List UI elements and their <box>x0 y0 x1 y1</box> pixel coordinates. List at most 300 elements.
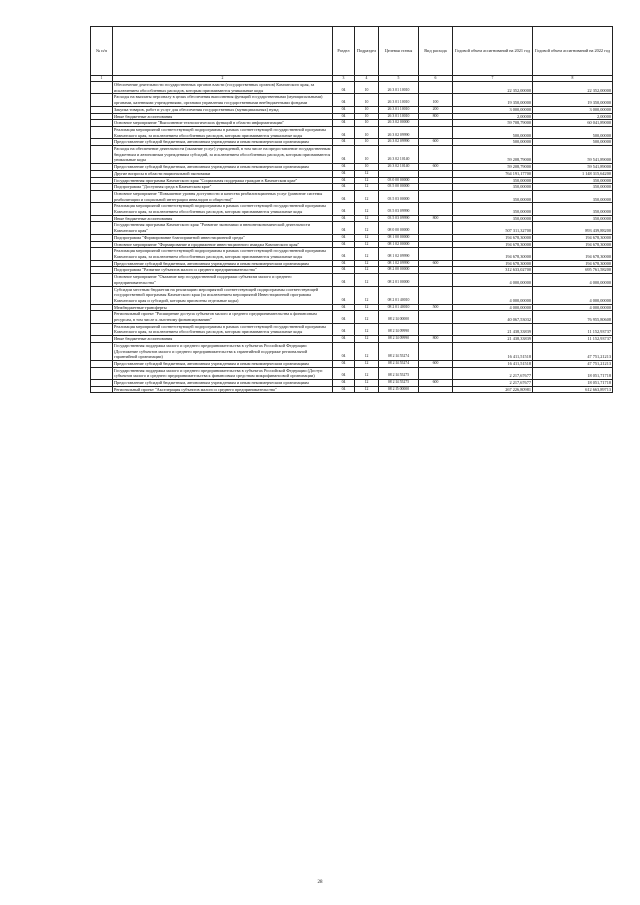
row-expense-type: 200 <box>419 106 453 113</box>
row-amount-2022: 194 678,30000 <box>533 260 613 267</box>
row-expense-type: 800 <box>419 113 453 120</box>
header-target-article: Целевая статья <box>379 27 419 76</box>
row-expense-type <box>419 184 453 191</box>
row-expense-type: 500 <box>419 304 453 311</box>
table-row <box>91 94 613 106</box>
row-subsection: 12 <box>355 360 379 367</box>
row-number <box>91 126 113 138</box>
row-number <box>91 311 113 323</box>
row-number <box>91 323 113 335</box>
row-number <box>91 304 113 311</box>
row-subsection: 12 <box>355 311 379 323</box>
table-row <box>91 177 613 184</box>
row-subsection: 12 <box>355 274 379 286</box>
row-name: Предоставление субсидий бюджетным, автономным учреждениям и иным некоммерческим организациям <box>113 380 333 387</box>
row-expense-type: 600 <box>419 360 453 367</box>
row-subsection: 10 <box>355 139 379 146</box>
row-section: 04 <box>333 286 355 304</box>
row-target-article: 26 3 02 10140 <box>379 146 419 164</box>
table-row <box>91 380 613 387</box>
row-name: Предоставление субсидий бюджетным, автономным учреждениям и иным некоммерческим организациям <box>113 260 333 267</box>
row-amount-2021: 59 208,79000 <box>453 146 533 164</box>
table-header-row <box>91 27 613 76</box>
row-amount-2021: 194 678,30000 <box>453 248 533 260</box>
row-subsection: 12 <box>355 234 379 241</box>
table-row <box>91 260 613 267</box>
table-row <box>91 215 613 222</box>
row-target-article: 08 1 02 09990 <box>379 260 419 267</box>
row-subsection: 10 <box>355 126 379 138</box>
table-row <box>91 311 613 323</box>
column-number: 1 <box>91 76 113 82</box>
row-expense-type <box>419 286 453 304</box>
row-target-article: 26 3 01 10010 <box>379 106 419 113</box>
row-name: Основное мероприятие "Выполнение технологических функций в области информатизации" <box>113 120 333 127</box>
row-section: 04 <box>333 260 355 267</box>
table-row <box>91 164 613 171</box>
row-target-article: 08 0 00 00000 <box>379 222 419 234</box>
row-subsection: 10 <box>355 120 379 127</box>
row-number <box>91 248 113 260</box>
row-section: 04 <box>333 82 355 94</box>
row-amount-2022: 11 152,93737 <box>533 323 613 335</box>
row-subsection: 12 <box>355 286 379 304</box>
row-name: Государственная программа Камчатского края "Социальная поддержка граждан в Камчатском крае" <box>113 177 333 184</box>
row-section: 04 <box>333 170 355 177</box>
table-row <box>91 234 613 241</box>
row-amount-2022: 22 352,00000 <box>533 82 613 94</box>
row-amount-2022: 194 678,30000 <box>533 234 613 241</box>
row-amount-2022: 18 051,71718 <box>533 367 613 379</box>
row-amount-2021: 350,00000 <box>453 215 533 222</box>
row-expense-type <box>419 267 453 274</box>
table-row <box>91 274 613 286</box>
row-subsection: 12 <box>355 260 379 267</box>
row-amount-2021: 350,00000 <box>453 190 533 202</box>
row-name: Государственная программа Камчатского края "Развитие экономики и внешнеэкономической деятельности Камчатского края" <box>113 222 333 234</box>
row-target-article: 26 3 01 10010 <box>379 113 419 120</box>
row-name: Подпрограмма "Доступная среда в Камчатском крае" <box>113 184 333 191</box>
row-name: Основное мероприятие "Формирование и продвижение инвестиционного имиджа Камчатского края" <box>113 241 333 248</box>
row-amount-2021: 21 438,33839 <box>453 323 533 335</box>
row-section: 04 <box>333 274 355 286</box>
row-target-article: 26 3 02 10140 <box>379 164 419 171</box>
table-row <box>91 203 613 215</box>
row-number <box>91 120 113 127</box>
row-subsection: 12 <box>355 342 379 360</box>
row-target-article: 03 5 03 09990 <box>379 203 419 215</box>
table-row <box>91 146 613 164</box>
row-expense-type: 600 <box>419 380 453 387</box>
row-subsection: 12 <box>355 304 379 311</box>
row-section: 04 <box>333 146 355 164</box>
row-amount-2022: 350,00000 <box>533 177 613 184</box>
row-section: 04 <box>333 323 355 335</box>
row-expense-type <box>419 126 453 138</box>
row-number <box>91 274 113 286</box>
row-subsection: 12 <box>355 380 379 387</box>
row-amount-2021: 59 208,79000 <box>453 164 533 171</box>
row-section: 04 <box>333 386 355 393</box>
row-subsection: 10 <box>355 164 379 171</box>
row-amount-2021: 16 411,51518 <box>453 342 533 360</box>
row-number <box>91 139 113 146</box>
row-number <box>91 170 113 177</box>
row-target-article: 26 3 02 00000 <box>379 120 419 127</box>
row-section: 04 <box>333 234 355 241</box>
row-expense-type <box>419 234 453 241</box>
row-number <box>91 386 113 393</box>
table-row <box>91 170 613 177</box>
row-target-article: 08 2 I4 55275 <box>379 380 419 387</box>
row-number <box>91 146 113 164</box>
row-amount-2022: 11 152,93737 <box>533 336 613 343</box>
row-amount-2021: 19 350,00000 <box>453 94 533 106</box>
row-number <box>91 106 113 113</box>
row-name: Предоставление субсидий бюджетным, автономным учреждениям и иным некоммерческим организациям <box>113 360 333 367</box>
column-number: 7 <box>453 76 533 82</box>
row-number <box>91 234 113 241</box>
row-amount-2022: 4 000,00000 <box>533 304 613 311</box>
row-amount-2021: 500,00000 <box>453 139 533 146</box>
row-amount-2022: 19 350,00000 <box>533 94 613 106</box>
row-amount-2021: 194 678,30000 <box>453 234 533 241</box>
column-number: 3 <box>333 76 355 82</box>
row-number <box>91 184 113 191</box>
header-year-2021: Годовой объем ассигнований на 2021 год <box>453 27 533 76</box>
row-section: 04 <box>333 248 355 260</box>
row-number <box>91 241 113 248</box>
header-year-2022: Годовой объем ассигнований на 2022 год <box>533 27 613 76</box>
header-section: Раздел <box>333 27 355 76</box>
row-name: Предоставление субсидий бюджетным, автономным учреждениям и иным некоммерческим организациям <box>113 139 333 146</box>
row-section: 04 <box>333 177 355 184</box>
row-section: 04 <box>333 203 355 215</box>
row-expense-type <box>419 120 453 127</box>
row-amount-2022: 893 439,88200 <box>533 222 613 234</box>
row-amount-2022: 500,00000 <box>533 139 613 146</box>
table-row <box>91 82 613 94</box>
row-section: 04 <box>333 184 355 191</box>
row-amount-2021: 40 067,53032 <box>453 311 533 323</box>
row-section: 04 <box>333 342 355 360</box>
row-number <box>91 267 113 274</box>
row-name: Региональный проект "Акселерация субъектов малого и среднего предпринимательства" <box>113 386 333 393</box>
table-row <box>91 139 613 146</box>
row-target-article: 08 2 I4 55274 <box>379 360 419 367</box>
row-name: Подпрограмма "Формирование благоприятной инвестиционной среды" <box>113 234 333 241</box>
row-number <box>91 177 113 184</box>
column-number: 8 <box>533 76 613 82</box>
row-amount-2022: 4 000,00000 <box>533 274 613 286</box>
row-target-article: 08 1 02 09990 <box>379 248 419 260</box>
row-amount-2021: 350,00000 <box>453 184 533 191</box>
header-subsection: Подраздел <box>355 27 379 76</box>
row-subsection: 12 <box>355 267 379 274</box>
row-amount-2021: 194 678,30000 <box>453 260 533 267</box>
header-num: № п/п <box>91 27 113 76</box>
row-target-article: 08 2 I4 09990 <box>379 323 419 335</box>
row-name: Реализация мероприятий соответствующей подпрограммы в рамках соответствующей государственной программы Камчатского края, за исключением обособленных расходов, которым присваиваются уникальные коды <box>113 248 333 260</box>
row-target-article: 08 2 I5 00000 <box>379 386 419 393</box>
row-expense-type <box>419 170 453 177</box>
table-row <box>91 190 613 202</box>
row-expense-type <box>419 222 453 234</box>
row-expense-type: 800 <box>419 336 453 343</box>
table-row <box>91 304 613 311</box>
table-row <box>91 106 613 113</box>
row-amount-2022: 60 041,89000 <box>533 120 613 127</box>
row-target-article: 03 5 03 00000 <box>379 190 419 202</box>
header-expense-type: Вид расхода <box>419 27 453 76</box>
row-target-article: 03 5 00 00000 <box>379 184 419 191</box>
row-number <box>91 260 113 267</box>
table-row <box>91 323 613 335</box>
row-name: Межбюджетные трансферты <box>113 304 333 311</box>
row-target-article: 26 3 01 10010 <box>379 94 419 106</box>
row-expense-type <box>419 146 453 164</box>
row-amount-2022: 59 541,89000 <box>533 146 613 164</box>
row-expense-type <box>419 82 453 94</box>
row-name: Закупка товаров, работ и услуг для обеспечения государственных (муниципальных) нужд <box>113 106 333 113</box>
row-name: Основное мероприятие "Повышение уровня доступности и качества реабилитационных услуг (развитие системы реабилитации и социальной интеграции инвалидов и общества)" <box>113 190 333 202</box>
column-number: 2 <box>113 76 333 82</box>
row-target-article: 08 2 01 00000 <box>379 274 419 286</box>
row-amount-2022: 194 678,30000 <box>533 241 613 248</box>
row-amount-2021: 267 226,80981 <box>453 386 533 393</box>
row-amount-2021: 2 217,67677 <box>453 380 533 387</box>
row-number <box>91 190 113 202</box>
table-row <box>91 241 613 248</box>
row-amount-2022: 350,00000 <box>533 203 613 215</box>
table-row <box>91 367 613 379</box>
row-section: 04 <box>333 126 355 138</box>
column-number: 4 <box>355 76 379 82</box>
row-target-article: 08 2 I4 55275 <box>379 367 419 379</box>
row-amount-2022: 350,00000 <box>533 215 613 222</box>
row-section: 04 <box>333 120 355 127</box>
row-name: Реализация мероприятий соответствующей подпрограммы в рамках соответствующей государственной программы Камчатского края, за исключением обособленных расходов, которым присваиваются уникальные коды <box>113 203 333 215</box>
row-amount-2021: 350,00000 <box>453 177 533 184</box>
row-amount-2021: 59 708,79000 <box>453 120 533 127</box>
row-target-article: 08 1 00 00000 <box>379 234 419 241</box>
row-subsection: 12 <box>355 222 379 234</box>
table-row <box>91 336 613 343</box>
row-amount-2021: 350,00000 <box>453 203 533 215</box>
row-section: 04 <box>333 215 355 222</box>
row-expense-type <box>419 203 453 215</box>
row-amount-2022: 59 541,89000 <box>533 164 613 171</box>
row-amount-2021: 507 311,32700 <box>453 222 533 234</box>
row-name: Подпрограмма "Развитие субъектов малого и среднего предпринимательства" <box>113 267 333 274</box>
row-name: Государственная поддержка малого и среднего предпринимательства в субъектах Российской Федерации (Доступ субъектов малого и среднего предпринимательства к финансовым средствам микрофинансовой организации) <box>113 367 333 379</box>
header-name <box>113 27 333 76</box>
row-amount-2021: 3 000,00000 <box>453 106 533 113</box>
row-number <box>91 380 113 387</box>
row-subsection: 12 <box>355 241 379 248</box>
row-amount-2022: 500,00000 <box>533 126 613 138</box>
row-subsection: 10 <box>355 94 379 106</box>
row-section: 04 <box>333 241 355 248</box>
row-subsection: 10 <box>355 146 379 164</box>
row-subsection: 12 <box>355 215 379 222</box>
row-subsection: 12 <box>355 336 379 343</box>
row-subsection: 10 <box>355 113 379 120</box>
row-target-article: 26 3 02 09990 <box>379 126 419 138</box>
row-amount-2022: 76 955,80608 <box>533 311 613 323</box>
row-expense-type: 800 <box>419 215 453 222</box>
row-subsection: 12 <box>355 170 379 177</box>
budget-table <box>90 26 613 393</box>
row-name: Реализация мероприятий соответствующей подпрограммы в рамках соответствующей государственной программы Камчатского края, за исключением обособленных расходов, которым присваиваются уникальные коды <box>113 126 333 138</box>
row-amount-2022: 47 751,21213 <box>533 342 613 360</box>
table-row <box>91 126 613 138</box>
row-target-article: 03 0 00 00000 <box>379 177 419 184</box>
row-amount-2021: 16 411,51518 <box>453 360 533 367</box>
table-row <box>91 286 613 304</box>
budget-table-sheet <box>90 26 612 393</box>
row-name: Расходы на обеспечение деятельности (оказание услуг) учреждений, в том числе на предоставление государственным бюджетным и автономным учреждениям субсидий, за исключением обособленных расходов, которым присваиваются уникальные коды <box>113 146 333 164</box>
row-target-article: 03 5 03 09990 <box>379 215 419 222</box>
row-expense-type <box>419 248 453 260</box>
row-number <box>91 215 113 222</box>
row-subsection: 12 <box>355 203 379 215</box>
row-amount-2021: 764 191,17700 <box>453 170 533 177</box>
row-expense-type: 600 <box>419 139 453 146</box>
row-amount-2021: 2,00000 <box>453 113 533 120</box>
row-amount-2022: 4 000,00000 <box>533 286 613 304</box>
column-number: 6 <box>419 76 453 82</box>
row-section: 04 <box>333 94 355 106</box>
row-expense-type <box>419 241 453 248</box>
row-subsection: 12 <box>355 248 379 260</box>
row-target-article: 08 2 I4 00000 <box>379 311 419 323</box>
row-number <box>91 203 113 215</box>
table-row <box>91 360 613 367</box>
row-section: 04 <box>333 267 355 274</box>
row-target-article: 08 2 01 40010 <box>379 304 419 311</box>
row-name: Субсидии местным бюджетам на реализацию мероприятий соответствующей подпрограммы соответствующей государственной программы Камчатского края (за исключением мероприятий Инвестиционной программы Камчатского края и субсидий, которым присвоены отдельные коды) <box>113 286 333 304</box>
row-number <box>91 342 113 360</box>
row-amount-2022: 47 751,21213 <box>533 360 613 367</box>
row-name: Расходы на выплаты персоналу в целях обеспечения выполнения функций государственными (муниципальными) органами, казенными учреждениями, органами управления государственными внебюджетными фондами <box>113 94 333 106</box>
row-section: 04 <box>333 164 355 171</box>
row-amount-2022: 2,00000 <box>533 113 613 120</box>
row-section: 04 <box>333 190 355 202</box>
row-amount-2022: 350,00000 <box>533 190 613 202</box>
row-amount-2021: 4 000,00000 <box>453 274 533 286</box>
row-number <box>91 367 113 379</box>
row-subsection: 10 <box>355 106 379 113</box>
row-subsection: 12 <box>355 177 379 184</box>
row-section: 04 <box>333 367 355 379</box>
row-expense-type <box>419 190 453 202</box>
table-row <box>91 222 613 234</box>
table-row <box>91 248 613 260</box>
row-amount-2021: 2 217,67677 <box>453 367 533 379</box>
table-row <box>91 120 613 127</box>
row-subsection: 12 <box>355 323 379 335</box>
row-expense-type <box>419 323 453 335</box>
row-name: Другие вопросы в области национальной экономики <box>113 170 333 177</box>
row-amount-2022: 350,00000 <box>533 184 613 191</box>
row-amount-2021: 22 352,00000 <box>453 82 533 94</box>
row-target-article: 08 2 I4 55274 <box>379 342 419 360</box>
row-number <box>91 94 113 106</box>
row-amount-2022: 612 663,89713 <box>533 386 613 393</box>
row-target-article: 08 2 I4 09990 <box>379 336 419 343</box>
row-name: Иные бюджетные ассигнования <box>113 336 333 343</box>
row-expense-type <box>419 386 453 393</box>
page-number: 28 <box>317 880 323 885</box>
row-target-article: 08 2 01 40010 <box>379 286 419 304</box>
row-section: 04 <box>333 113 355 120</box>
row-expense-type <box>419 367 453 379</box>
row-number <box>91 286 113 304</box>
row-subsection: 12 <box>355 367 379 379</box>
row-section: 04 <box>333 222 355 234</box>
row-amount-2022: 194 678,30000 <box>533 248 613 260</box>
row-amount-2022: 18 051,71718 <box>533 380 613 387</box>
row-expense-type <box>419 311 453 323</box>
row-subsection: 12 <box>355 190 379 202</box>
row-amount-2021: 500,00000 <box>453 126 533 138</box>
row-section: 04 <box>333 380 355 387</box>
row-name: Региональный проект "Расширение доступа субъектов малого и среднего предпринимательства к финансовым ресурсам, в том числе к льготному финансированию" <box>113 311 333 323</box>
row-name: Предоставление субсидий бюджетным, автономным учреждениям и иным некоммерческим организациям <box>113 164 333 171</box>
table-row <box>91 267 613 274</box>
row-number <box>91 336 113 343</box>
table-row <box>91 386 613 393</box>
row-number <box>91 82 113 94</box>
row-section: 04 <box>333 304 355 311</box>
column-number: 5 <box>379 76 419 82</box>
row-subsection: 12 <box>355 386 379 393</box>
row-section: 04 <box>333 106 355 113</box>
row-expense-type <box>419 342 453 360</box>
row-section: 04 <box>333 360 355 367</box>
row-target-article: 26 3 01 10010 <box>379 82 419 94</box>
row-amount-2021: 194 678,30000 <box>453 241 533 248</box>
row-target-article: 08 1 02 00000 <box>379 241 419 248</box>
row-name: Государственная поддержка малого и среднего предпринимательства в субъектах Российской Федерации (Достижение субъектов малого и среднего предпринимательства к гарантийной поддержке региональной гарантийной организации) <box>113 342 333 360</box>
row-amount-2021: 4 000,00000 <box>453 286 533 304</box>
row-amount-2021: 21 438,33839 <box>453 336 533 343</box>
row-amount-2022: 1 148 315,64200 <box>533 170 613 177</box>
row-number <box>91 113 113 120</box>
table-row <box>91 342 613 360</box>
row-expense-type: 100 <box>419 94 453 106</box>
row-number <box>91 360 113 367</box>
row-name: Иные бюджетные ассигнования <box>113 215 333 222</box>
row-expense-type <box>419 177 453 184</box>
row-amount-2021: 4 000,00000 <box>453 304 533 311</box>
table-body <box>91 82 613 393</box>
row-expense-type <box>419 274 453 286</box>
row-target-article: 26 3 02 09990 <box>379 139 419 146</box>
table-row <box>91 184 613 191</box>
row-section: 04 <box>333 336 355 343</box>
row-section: 04 <box>333 311 355 323</box>
table-row <box>91 113 613 120</box>
row-name: Обеспечение деятельности государственных органов власти (государственных органов) Камчатского края, за исключением обособленных расходов, которым присваиваются уникальные коды <box>113 82 333 94</box>
row-name: Основное мероприятие "Оказание мер государственной поддержки субъектам малого и среднего предпринимательства" <box>113 274 333 286</box>
row-target-article <box>379 170 419 177</box>
row-number <box>91 222 113 234</box>
row-subsection: 10 <box>355 82 379 94</box>
row-name: Иные бюджетные ассигнования <box>113 113 333 120</box>
row-expense-type: 600 <box>419 164 453 171</box>
